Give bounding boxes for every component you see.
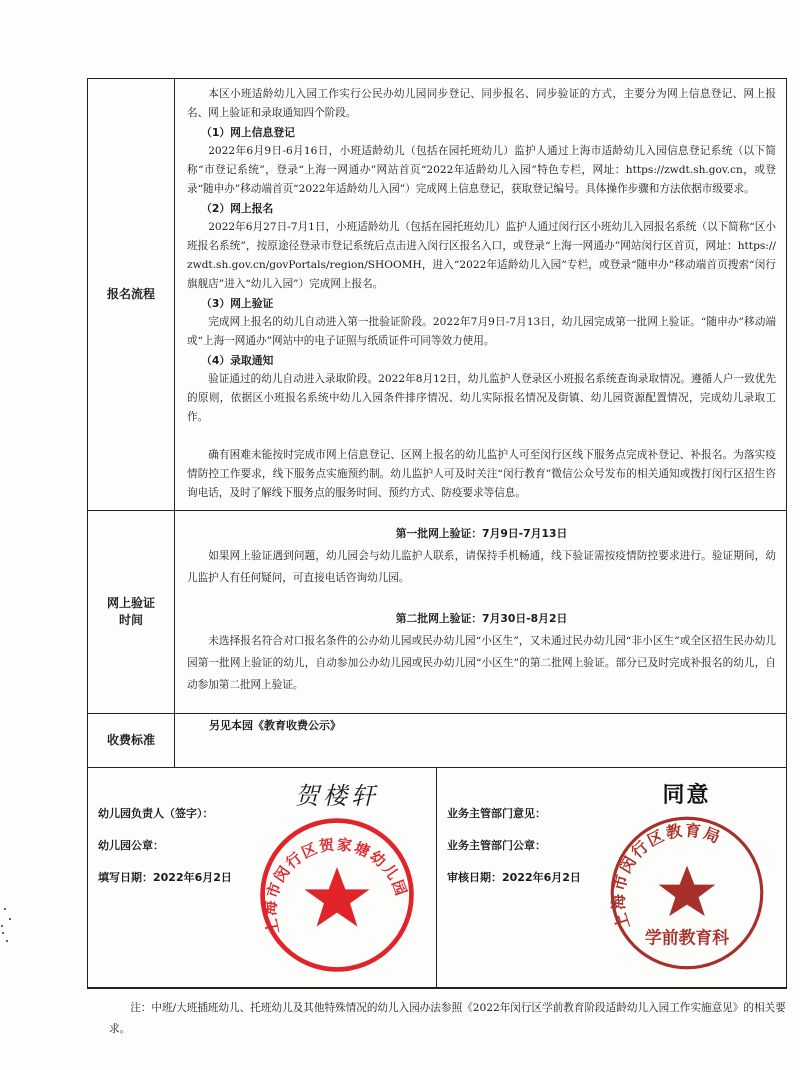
star-icon xyxy=(658,866,715,917)
kindergarten-seal-stamp xyxy=(257,815,417,975)
stamp-bottom-text: 学前教育科 xyxy=(644,927,729,948)
batch1-title: 第一批网上验证：7月9日-7月13日 xyxy=(395,527,568,540)
fees-text: 另见本园《教育收费公示》 xyxy=(209,719,341,732)
authority-seal-field: 业务主管部门公章： xyxy=(447,839,546,852)
batch2-body: 未选择报名符合对口报名条件的公办幼儿园或民办幼儿园“小区生”，又未通过民办幼儿园“非小区生”或全区招生民办幼儿园第一批网上验证的幼儿，自动参加公办幼儿园或民办幼儿园“小区生”的第二批网上验证。部分已及时完成补报名的幼儿，自动参加第二批网上验证。 xyxy=(187,635,776,691)
education-bureau-stamp xyxy=(607,813,767,973)
fees-content xyxy=(175,714,786,767)
batch1-body: 如果网上验证遇到问题，幼儿园会与幼儿监护人联系，请保持手机畅通，线下验证需按疫情防控要求进行。验证期间，幼儿监护人有任何疑问，可直接电话咨询幼儿园。 xyxy=(187,550,776,584)
authority-opinion-field: 业务主管部门意见： xyxy=(447,807,546,820)
stamp-text: 上海市闵行区教育局 xyxy=(608,820,725,932)
step-body: 完成网上报名的幼儿自动进入第一批验证阶段。2022年7月9日-7月13日，幼儿园完成第一批网上验证。“随申办”移动端或“上海一网通办”网站中的电子证照与纸质证件可同等效力使用。 xyxy=(187,316,776,347)
approval-handwriting: 同意 xyxy=(662,783,711,808)
authority-signature-fields xyxy=(437,768,587,987)
footnote xyxy=(88,998,786,1040)
kindergarten-signature-block xyxy=(88,768,437,987)
kindergarten-stamp-zone xyxy=(238,768,436,987)
step-heading: （1）网上信息登记 xyxy=(201,126,295,139)
authority-signature-block xyxy=(437,768,786,987)
scan-specks xyxy=(0,900,30,950)
supplement-text: 确有困难未能按时完成市网上信息登记、区网上报名的幼儿监护人可至闵行区线下服务点完成补登记、补报名。为落实疫情防控工作要求，线下服务点实施预约制。幼儿监护人可及时关注“闵行教育”微信公众号发布的相关通知或拨打闵行区招生咨询电话，及时了解线下服务点的服务时间、预约方式、防疫要求等信息。 xyxy=(187,449,776,499)
step-body: 2022年6月27日-7月1日，小班适龄幼儿（包括在园托班幼儿）监护人通过闵行区小班幼儿入园报名系统（以下简称“区小班报名系统”，按原途径登录市登记系统后点击进入闵行区报名入口，或登录“上海一网通办”网站闵行区首页，网址：https://zwdt.sh.gov.cn/govPortals/region/SHOOMH，进入“2022年适龄幼儿入园”专栏，或登录“随申办”移动端首页搜索“闵行旗舰店”进入“幼儿入园”）完成网上报名。 xyxy=(187,221,776,290)
kindergarten-seal-field: 幼儿园公章： xyxy=(98,839,164,852)
svg-text:上海市闵行区教育局 xyxy=(608,820,724,931)
step-heading: （2）网上报名 xyxy=(201,202,274,215)
review-date: 审核日期：2022年6月2日 xyxy=(447,871,581,884)
signature-row xyxy=(88,768,786,988)
footnote-text: 注：中班/大班插班幼儿、托班幼儿及其他特殊情况的幼儿入园办法参照《2022年闵行区学前教育阶段适龄幼儿入园工作实施意见》的相关要求。 xyxy=(109,1002,786,1035)
registration-process-label: 报名流程 xyxy=(88,79,175,510)
online-verification-label xyxy=(88,511,175,713)
fill-date: 填写日期：2022年6月2日 xyxy=(98,871,232,884)
step-body: 验证通过的幼儿自动进入录取阶段。2022年8月12日，幼儿监护人登录区小班报名系统查询录取情况。遵循人户一致优先的原则，依据区小班报名系统中幼儿入园条件排序情况、幼儿实际报名情况及街镇、幼儿园资源配置情况，完成幼儿录取工作。 xyxy=(187,373,776,423)
fees-label: 收费标准 xyxy=(88,714,175,767)
registration-process-content xyxy=(175,79,786,510)
registration-process-row xyxy=(88,79,786,511)
intro-text: 本区小班适龄幼儿入园工作实行公民办幼儿园同步登记、同步报名、同步验证的方式，主要分为网上信息登记、网上报名、网上验证和录取通知四个阶段。 xyxy=(187,88,776,119)
authority-stamp-zone xyxy=(587,768,786,987)
step-heading: （4）录取通知 xyxy=(201,354,274,367)
label-line: 时间 xyxy=(118,613,143,627)
principal-signature-field: 幼儿园负责人（签字）： xyxy=(98,807,214,820)
stamp-text: 上海市闵行区贺家塘幼儿园 xyxy=(261,835,411,936)
kindergarten-signature-fields xyxy=(88,768,238,987)
online-verification-content xyxy=(175,511,786,713)
label-line: 网上验证 xyxy=(106,596,155,610)
handwritten-signature: 贺楼轩 xyxy=(295,782,379,810)
step-body: 2022年6月9日-6月16日，小班适龄幼儿（包括在园托班幼儿）监护人通过上海市适龄幼儿入园信息登记系统（以下简称“市登记系统”，登录“上海一网通办”网站首页“2022年适龄幼儿入园”特色专栏，网址：https://zwdt.sh.gov.cn，或登录“随申办”移动端首页“2022年适龄幼儿入园”）完成网上信息登记，获取登记编号。具体操作步骤和方法依据市级要求。 xyxy=(187,145,776,195)
online-verification-row xyxy=(88,511,786,714)
star-icon xyxy=(304,867,369,927)
enrollment-info-table xyxy=(87,78,787,1035)
step-heading: （3）网上验证 xyxy=(201,297,274,310)
fees-row xyxy=(88,714,786,768)
batch2-title: 第二批网上验证：7月30日-8月2日 xyxy=(395,612,568,625)
